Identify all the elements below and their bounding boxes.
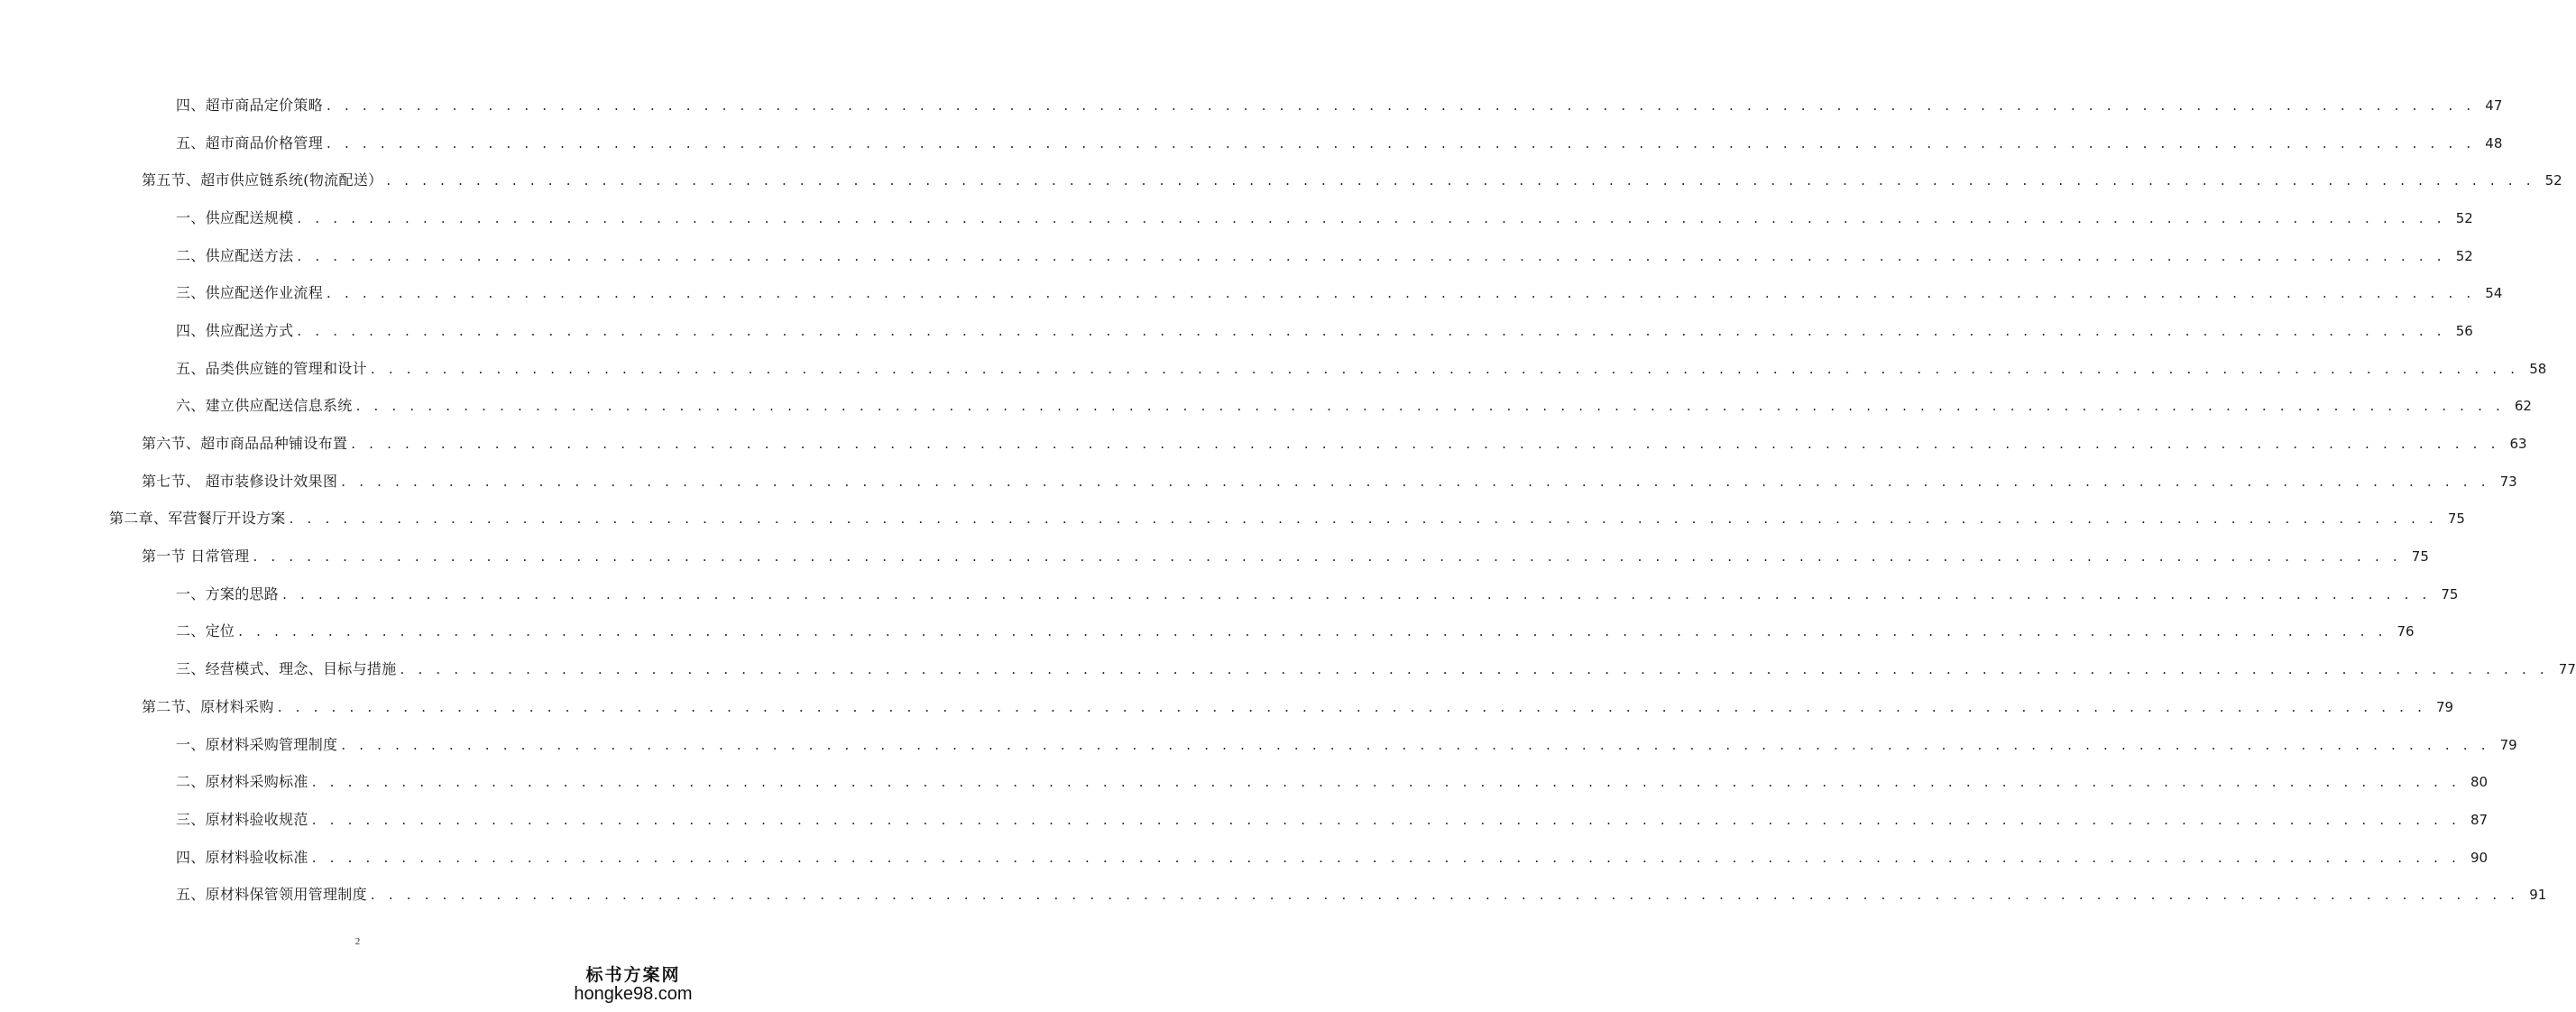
toc-entry-page: 75 bbox=[2441, 585, 2459, 603]
toc-entry-label: 三、经营模式、理念、目标与措施 bbox=[176, 660, 397, 678]
toc-entry-label: 五、超市商品价格管理 bbox=[176, 133, 324, 152]
toc-entry bbox=[0, 312, 2473, 350]
dot-leader: . . . . . . . . . . . . . . . . . . . . . . . . . . . . . . . . . . . . . . . . . . . . . . . . . . . . . . . . . . . . . . . . . . . . . . . . . . . . . . . . . . . . . . . . . . . . . . . . . . . . . . . . . . . . . . . . . . . . . . . . bbox=[386, 172, 2535, 189]
toc-entry-page: 73 bbox=[2499, 473, 2517, 490]
toc-entry-label: 三、原材料验收规范 bbox=[176, 810, 308, 828]
toc-entry-page: 54 bbox=[2485, 285, 2503, 302]
toc-entry bbox=[0, 876, 2547, 914]
toc-entry-label: 五、品类供应链的管理和设计 bbox=[176, 359, 367, 377]
toc-entry-page: 77 bbox=[2558, 661, 2576, 678]
dot-leader: . . . . . . . . . . . . . . . . . . . . . . . . . . . . . . . . . . . . . . . . . . . . . . . . . . . . . . . . . . . . . . . . . . . . . . . . . . . . . . . . . . . . . . . . . . . . . . . . . . . . . . . . . . . . . . . . . . . . . . . . bbox=[311, 811, 2461, 828]
toc-entry-page: 52 bbox=[2455, 247, 2473, 264]
dot-leader: . . . . . . . . . . . . . . . . . . . . . . . . . . . . . . . . . . . . . . . . . . . . . . . . . . . . . . . . . . . . . . . . . . . . . . . . . . . . . . . . . . . . . . . . . . . . . . . . . . . . . . . . . . . . . . . . . . . . . . . . bbox=[277, 698, 2427, 715]
dot-leader: . . . . . . . . . . . . . . . . . . . . . . . . . . . . . . . . . . . . . . . . . . . . . . . . . . . . . . . . . . . . . . . . . . . . . . . . . . . . . . . . . . . . . . . . . . . . . . . . . . . . . . . . . . . . . . . . . . . . . . . . bbox=[297, 322, 2446, 339]
toc-entry-page: 62 bbox=[2514, 398, 2532, 415]
toc-entry-label: 一、方案的思路 bbox=[176, 584, 280, 603]
toc-entry-label: 第七节、 超市装修设计效果图 bbox=[142, 472, 338, 490]
toc-entry-label: 第一节 日常管理 bbox=[142, 547, 250, 566]
toc-entry-label: 二、原材料采购标准 bbox=[176, 773, 308, 791]
toc-entry-page: 52 bbox=[2455, 209, 2473, 226]
watermark-logo bbox=[566, 961, 701, 1005]
toc-entry-page: 63 bbox=[2509, 436, 2527, 453]
toc-entry bbox=[0, 425, 2527, 463]
toc-entry bbox=[0, 388, 2532, 426]
toc-entry-page: 87 bbox=[2470, 811, 2489, 828]
toc-entry bbox=[0, 161, 2562, 199]
dot-leader: . . . . . . . . . . . . . . . . . . . . . . . . . . . . . . . . . . . . . . . . . . . . . . . . . . . . . . . . . . . . . . . . . . . . . . . . . . . . . . . . . . . . . . . . . . . . . . . . . . . . . . . . . . . . . . . . . . . . . . . . bbox=[253, 548, 2402, 566]
toc-entry-page: 80 bbox=[2470, 774, 2489, 791]
toc-entry-label: 四、供应配送方式 bbox=[176, 321, 294, 339]
page-number: 2 bbox=[354, 936, 361, 947]
watermark-title: 标书方案网 bbox=[585, 965, 681, 985]
dot-leader: . . . . . . . . . . . . . . . . . . . . . . . . . . . . . . . . . . . . . . . . . . . . . . . . . . . . . . . . . . . . . . . . . . . . . . . . . . . . . . . . . . . . . . . . . . . . . . . . . . . . . . . . . . . . . . . . . . . . . . . . bbox=[351, 436, 2500, 453]
toc-entry-label: 第五节、超市供应链系统(物流配送） bbox=[142, 171, 383, 189]
toc-entry-page: 91 bbox=[2529, 887, 2547, 904]
dot-leader: . . . . . . . . . . . . . . . . . . . . . . . . . . . . . . . . . . . . . . . . . . . . . . . . . . . . . . . . . . . . . . . . . . . . . . . . . . . . . . . . . . . . . . . . . . . . . . . . . . . . . . . . . . . . . . . . . . . . . . . . bbox=[341, 473, 2490, 490]
toc-entry bbox=[0, 650, 2576, 688]
toc-entry-page: 79 bbox=[2435, 698, 2454, 715]
dot-leader: . . . . . . . . . . . . . . . . . . . . . . . . . . . . . . . . . . . . . . . . . . . . . . . . . . . . . . . . . . . . . . . . . . . . . . . . . . . . . . . . . . . . . . . . . . . . . . . . . . . . . . . . . . . . . . . . . . . . . . . . bbox=[370, 360, 2520, 377]
dot-leader: . . . . . . . . . . . . . . . . . . . . . . . . . . . . . . . . . . . . . . . . . . . . . . . . . . . . . . . . . . . . . . . . . . . . . . . . . . . . . . . . . . . . . . . . . . . . . . . . . . . . . . . . . . . . . . . . . . . . . . . . bbox=[297, 247, 2446, 264]
dot-leader: . . . . . . . . . . . . . . . . . . . . . . . . . . . . . . . . . . . . . . . . . . . . . . . . . . . . . . . . . . . . . . . . . . . . . . . . . . . . . . . . . . . . . . . . . . . . . . . . . . . . . . . . . . . . . . . . . . . . . . . . bbox=[370, 887, 2520, 904]
toc-entry bbox=[0, 501, 2465, 538]
toc-entry-label: 四、超市商品定价策略 bbox=[176, 96, 324, 114]
toc-entry-label: 第二节、原材料采购 bbox=[142, 697, 274, 715]
watermark-url: hongke98.com bbox=[574, 984, 693, 1004]
toc-entry-page: 76 bbox=[2397, 623, 2415, 640]
toc-entry-page: 56 bbox=[2455, 322, 2473, 339]
toc-entry-page: 52 bbox=[2544, 172, 2562, 189]
toc-entry bbox=[0, 538, 2429, 575]
toc-entry bbox=[0, 575, 2459, 613]
toc-entry-label: 二、定位 bbox=[176, 622, 235, 640]
toc-entry bbox=[0, 801, 2489, 839]
toc-entry bbox=[0, 463, 2517, 501]
toc-entry bbox=[0, 87, 2503, 124]
dot-leader: . . . . . . . . . . . . . . . . . . . . . . . . . . . . . . . . . . . . . . . . . . . . . . . . . . . . . . . . . . . . . . . . . . . . . . . . . . . . . . . . . . . . . . . . . . . . . . . . . . . . . . . . . . . . . . . . . . . . . . . . bbox=[297, 209, 2446, 226]
toc-entry bbox=[0, 839, 2489, 877]
dot-leader: . . . . . . . . . . . . . . . . . . . . . . . . . . . . . . . . . . . . . . . . . . . . . . . . . . . . . . . . . . . . . . . . . . . . . . . . . . . . . . . . . . . . . . . . . . . . . . . . . . . . . . . . . . . . . . . . . . . . . . . . bbox=[327, 97, 2476, 114]
dot-leader: . . . . . . . . . . . . . . . . . . . . . . . . . . . . . . . . . . . . . . . . . . . . . . . . . . . . . . . . . . . . . . . . . . . . . . . . . . . . . . . . . . . . . . . . . . . . . . . . . . . . . . . . . . . . . . . . . . . . . . . . bbox=[238, 623, 2387, 640]
toc-entry-page: 75 bbox=[2447, 511, 2465, 528]
toc-entry bbox=[0, 763, 2489, 801]
dot-leader: . . . . . . . . . . . . . . . . . . . . . . . . . . . . . . . . . . . . . . . . . . . . . . . . . . . . . . . . . . . . . . . . . . . . . . . . . . . . . . . . . . . . . . . . . . . . . . . . . . . . . . . . . . . . . . . . . . . . . . . . bbox=[341, 736, 2490, 753]
toc-entry-label: 五、原材料保管领用管理制度 bbox=[176, 886, 367, 904]
toc-entry-page: 58 bbox=[2529, 360, 2547, 377]
toc-entry bbox=[0, 613, 2415, 651]
dot-leader: . . . . . . . . . . . . . . . . . . . . . . . . . . . . . . . . . . . . . . . . . . . . . . . . . . . . . . . . . . . . . . . . . . . . . . . . . . . . . . . . . . . . . . . . . . . . . . . . . . . . . . . . . . . . . . . . . . . . . . . . bbox=[311, 774, 2461, 791]
toc-entry bbox=[0, 199, 2473, 237]
toc-entry-label: 一、供应配送规模 bbox=[176, 208, 294, 226]
dot-leader: . . . . . . . . . . . . . . . . . . . . . . . . . . . . . . . . . . . . . . . . . . . . . . . . . . . . . . . . . . . . . . . . . . . . . . . . . . . . . . . . . . . . . . . . . . . . . . . . . . . . . . . . . . . . . . . . . . . . . . . . bbox=[289, 511, 2438, 528]
toc-entry-page: 47 bbox=[2485, 97, 2503, 114]
dot-leader: . . . . . . . . . . . . . . . . . . . . . . . . . . . . . . . . . . . . . . . . . . . . . . . . . . . . . . . . . . . . . . . . . . . . . . . . . . . . . . . . . . . . . . . . . . . . . . . . . . . . . . . . . . . . . . . . . . . . . . . . bbox=[327, 285, 2476, 302]
toc-entry-page: 90 bbox=[2470, 849, 2489, 866]
toc-entry bbox=[0, 274, 2503, 312]
toc-entry bbox=[0, 350, 2547, 388]
toc-entry bbox=[0, 237, 2473, 275]
toc-entry-label: 六、建立供应配送信息系统 bbox=[176, 397, 353, 415]
toc-entry bbox=[0, 726, 2517, 764]
toc-entry-label: 二、供应配送方法 bbox=[176, 246, 294, 264]
toc-entry-label: 第六节、超市商品品种铺设布置 bbox=[142, 435, 348, 453]
dot-leader: . . . . . . . . . . . . . . . . . . . . . . . . . . . . . . . . . . . . . . . . . . . . . . . . . . . . . . . . . . . . . . . . . . . . . . . . . . . . . . . . . . . . . . . . . . . . . . . . . . . . . . . . . . . . . . . . . . . . . . . . bbox=[327, 134, 2476, 152]
dot-leader: . . . . . . . . . . . . . . . . . . . . . . . . . . . . . . . . . . . . . . . . . . . . . . . . . . . . . . . . . . . . . . . . . . . . . . . . . . . . . . . . . . . . . . . . . . . . . . . . . . . . . . . . . . . . . . . . . . . . . . . . bbox=[400, 661, 2549, 678]
toc-entry-label: 四、原材料验收标准 bbox=[176, 848, 308, 866]
toc-entry-label: 三、供应配送作业流程 bbox=[176, 284, 324, 302]
table-of-contents bbox=[0, 87, 2576, 914]
dot-leader: . . . . . . . . . . . . . . . . . . . . . . . . . . . . . . . . . . . . . . . . . . . . . . . . . . . . . . . . . . . . . . . . . . . . . . . . . . . . . . . . . . . . . . . . . . . . . . . . . . . . . . . . . . . . . . . . . . . . . . . . bbox=[311, 849, 2461, 866]
toc-entry-page: 79 bbox=[2499, 736, 2517, 753]
dot-leader: . . . . . . . . . . . . . . . . . . . . . . . . . . . . . . . . . . . . . . . . . . . . . . . . . . . . . . . . . . . . . . . . . . . . . . . . . . . . . . . . . . . . . . . . . . . . . . . . . . . . . . . . . . . . . . . . . . . . . . . . bbox=[355, 398, 2505, 415]
toc-entry bbox=[0, 688, 2454, 726]
toc-entry bbox=[0, 124, 2503, 162]
toc-entry-label: 一、原材料采购管理制度 bbox=[176, 735, 338, 753]
toc-entry-page: 48 bbox=[2485, 134, 2503, 152]
toc-entry-page: 75 bbox=[2411, 548, 2429, 566]
dot-leader: . . . . . . . . . . . . . . . . . . . . . . . . . . . . . . . . . . . . . . . . . . . . . . . . . . . . . . . . . . . . . . . . . . . . . . . . . . . . . . . . . . . . . . . . . . . . . . . . . . . . . . . . . . . . . . . . . . . . . . . . bbox=[282, 585, 2432, 603]
toc-entry-label: 第二章、军营餐厅开设方案 bbox=[109, 510, 286, 528]
